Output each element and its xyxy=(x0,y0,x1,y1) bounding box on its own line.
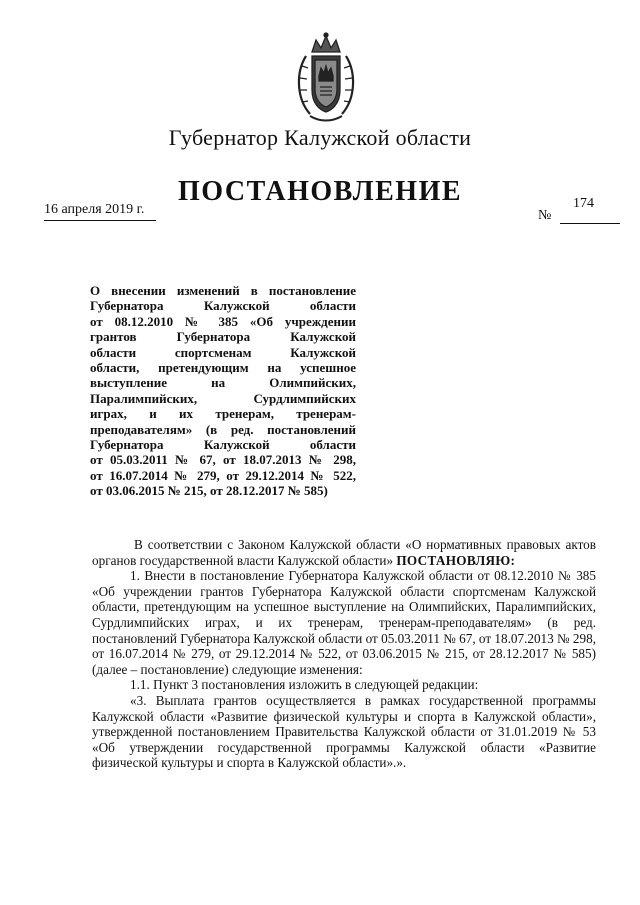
decree-keyword: ПОСТАНОВЛЯЮ: xyxy=(396,552,516,568)
document-subject xyxy=(90,283,356,499)
subject-line: области, претендующим на успешное xyxy=(90,360,356,376)
quoted-item-3-paragraph: «3. Выплата грантов осуществляется в рамках государственной программы Калужской области «Развитие физической культуры и спорта в Калужской области», утвержденной постановлением Правительства Калужской области от 31.01.2019 № 53 «Об утверждении государственной программы Калужской области «Развитие физической культуры и спорта в Калужской области».». xyxy=(92,692,596,771)
subject-line: играх, и их тренерам, тренерам- xyxy=(90,406,356,422)
document-number-underline xyxy=(560,223,620,224)
document-date: 16 апреля 2019 г. xyxy=(44,202,156,221)
subject-line: выступление на Олимпийских, xyxy=(90,375,356,391)
issuing-authority: Губернатор Калужской области xyxy=(168,125,472,150)
subject-line: О внесении изменений в постановление xyxy=(90,283,356,298)
document-number-label: № xyxy=(538,208,552,223)
item-1-1-paragraph: 1.1. Пункт 3 постановления изложить в следующей редакции: xyxy=(130,677,479,693)
kaluga-oblast-coat-of-arms-icon xyxy=(290,32,362,124)
subject-line: от 16.07.2014 № 279, от 29.12.2014 № 522, xyxy=(90,467,356,483)
preamble-text: В соответствии с Законом Калужской области «О нормативных правовых актов органов государственной власти Калужской области» xyxy=(92,537,596,568)
document-number: 174 xyxy=(573,196,594,211)
subject-line: от 03.06.2015 № 215, от 28.12.2017 № 585) xyxy=(90,483,328,499)
preamble-paragraph xyxy=(92,537,596,568)
subject-line: от 05.03.2011 № 67, от 18.07.2013 № 298, xyxy=(90,452,356,468)
subject-line: области спортсменам Калужской xyxy=(90,344,356,360)
document-type-title: ПОСТАНОВЛЕНИЕ xyxy=(177,176,463,207)
subject-line: грантов Губернатора Калужской xyxy=(90,329,356,345)
coat-of-arms-emblem xyxy=(290,32,362,124)
subject-line: Губернатора Калужской области xyxy=(90,437,356,453)
subject-line: преподавателям» (в ред. постановлений xyxy=(90,421,356,437)
subject-line: Паралимпийских, Сурдлимпийских xyxy=(90,390,356,406)
document-body xyxy=(92,537,596,771)
item-1-paragraph: 1. Внести в постановление Губернатора Калужской области от 08.12.2010 № 385 «Об учреждении грантов Губернатора Калужской области спортсменам Калужской области, претендующим на успешное выступление на Олимпийских, Паралимпийских, Сурдлимпийских играх, и их тренерам, тренерам-преподавателям» (в ред. постановлений Губернатора Калужской области от 05.03.2011 № 67, от 18.07.2013 № 298, от 16.07.2014 № 279, от 29.12.2014 № 522, от 03.06.2015 № 215, от 28.12.2017 № 585) (далее – постановление) следующие изменения: xyxy=(92,568,596,677)
subject-line: Губернатора Калужской области xyxy=(90,298,356,314)
subject-line: от 08.12.2010 № 385 «Об учреждении xyxy=(90,313,356,329)
